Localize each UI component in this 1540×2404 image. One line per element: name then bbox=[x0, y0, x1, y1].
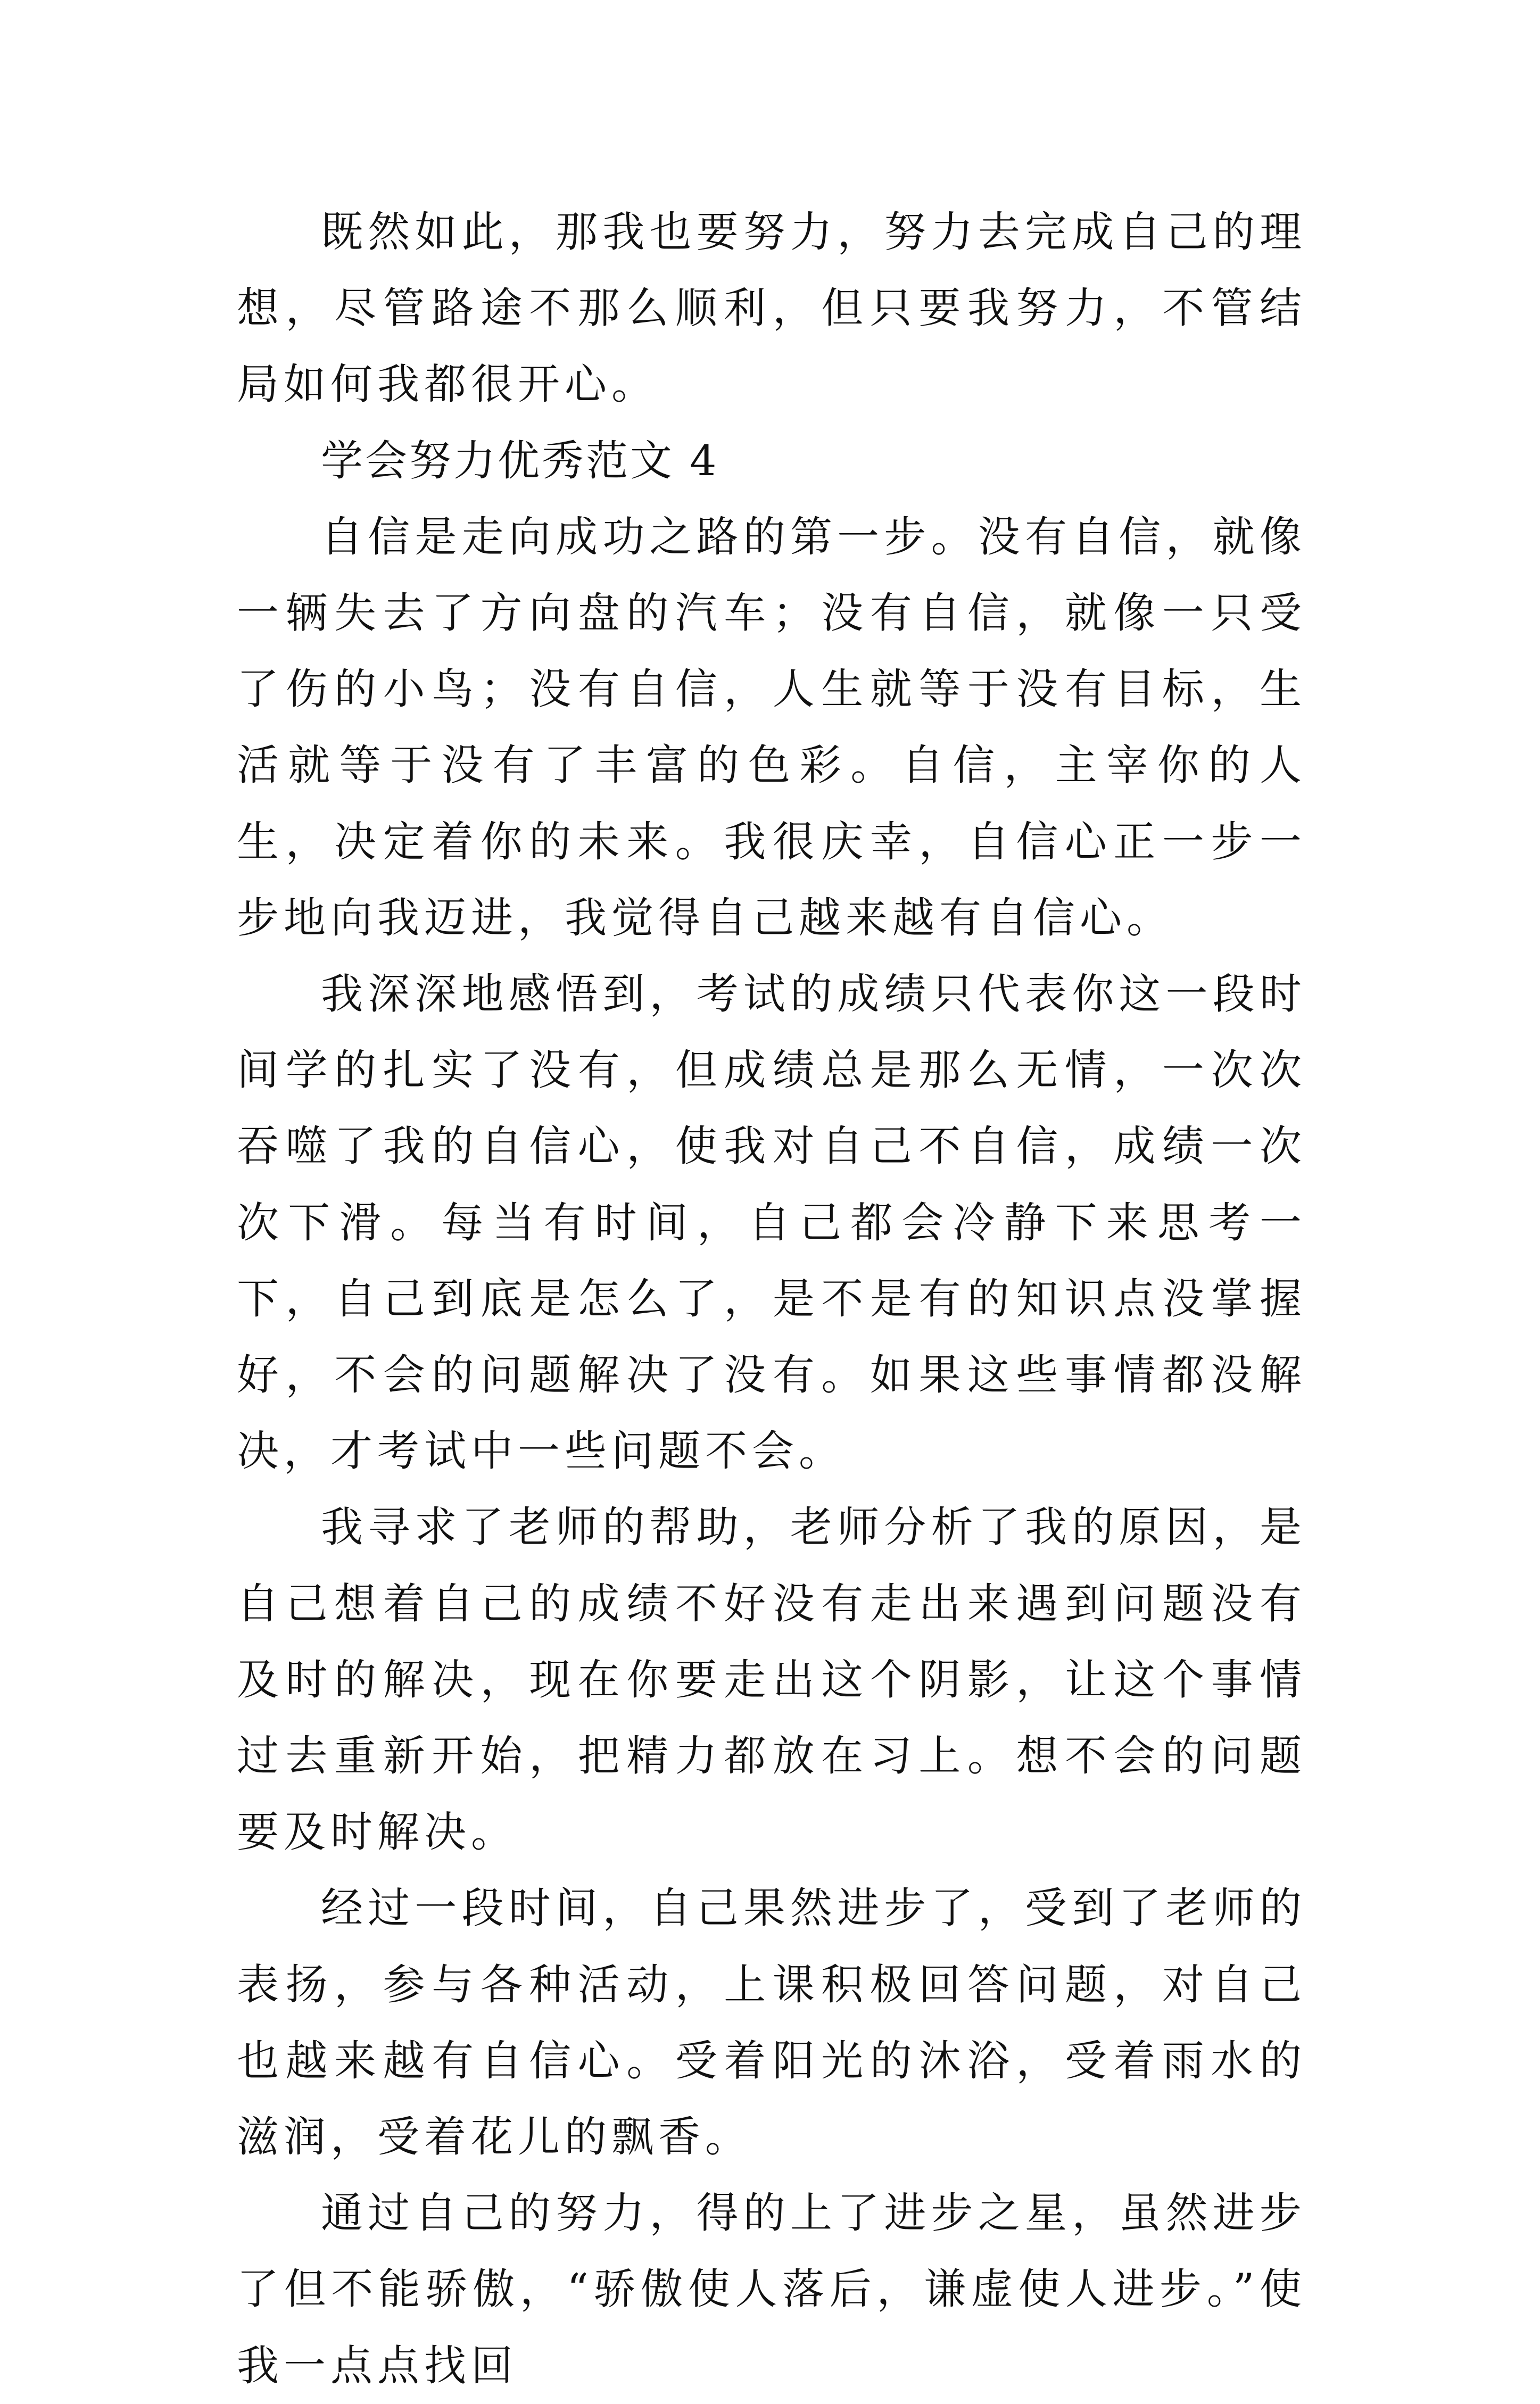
paragraph-teacher-help: 我寻求了老师的帮助，老师分析了我的原因，是自己想着自己的成绩不好没有走出来遇到问题没有及时的解决，现在你要走出这个阴影，让这个事情过去重新开始，把精力都放在习上。想不会的问题要及时解决。 bbox=[237, 1503, 1306, 1857]
paragraph-confidence-intro: 自信是走向成功之路的第一步。没有自信，就像一辆失去了方向盘的汽车；没有自信，就像一只受了伤的小鸟；没有自信，人生就等于没有目标，生活就等于没有了丰富的色彩。自信，主宰你的人生，决定着你的未来。我很庆幸，自信心正一步一步地向我迈进，我觉得自己越来越有自信心。 bbox=[237, 512, 1306, 942]
paragraph-exam-reflection: 我深深地感悟到，考试的成绩只代表你这一段时间学的扎实了没有，但成绩总是那么无情，一次次吞噬了我的自信心，使我对自己不自信，成绩一次次下滑。每当有时间，自己都会冷静下来思考一下，自己到底是怎么了，是不是有的知识点没掌握好，不会的问题解决了没有。如果这些事情都没解决，才考试中一些问题不会。 bbox=[237, 969, 1306, 1476]
paragraph-progress: 经过一段时间，自己果然进步了，受到了老师的表扬，参与各种活动，上课积极回答问题，对自己也越来越有自信心。受着阳光的沐浴，受着雨水的滋润，受着花儿的飘香。 bbox=[237, 1884, 1306, 2162]
document-body bbox=[237, 194, 1306, 2404]
paragraph-progress-star: 通过自己的努力，得的上了进步之星，虽然进步了但不能骄傲，“骄傲使人落后，谦虚使人进步。”使我一点点找回 bbox=[237, 2189, 1306, 2390]
paragraph-conclusion: 既然如此，那我也要努力，努力去完成自己的理想，尽管路途不那么顺利，但只要我努力，不管结局如何我都很开心。 bbox=[237, 208, 1306, 409]
section-heading: 学会努力优秀范文 4 bbox=[321, 436, 719, 485]
